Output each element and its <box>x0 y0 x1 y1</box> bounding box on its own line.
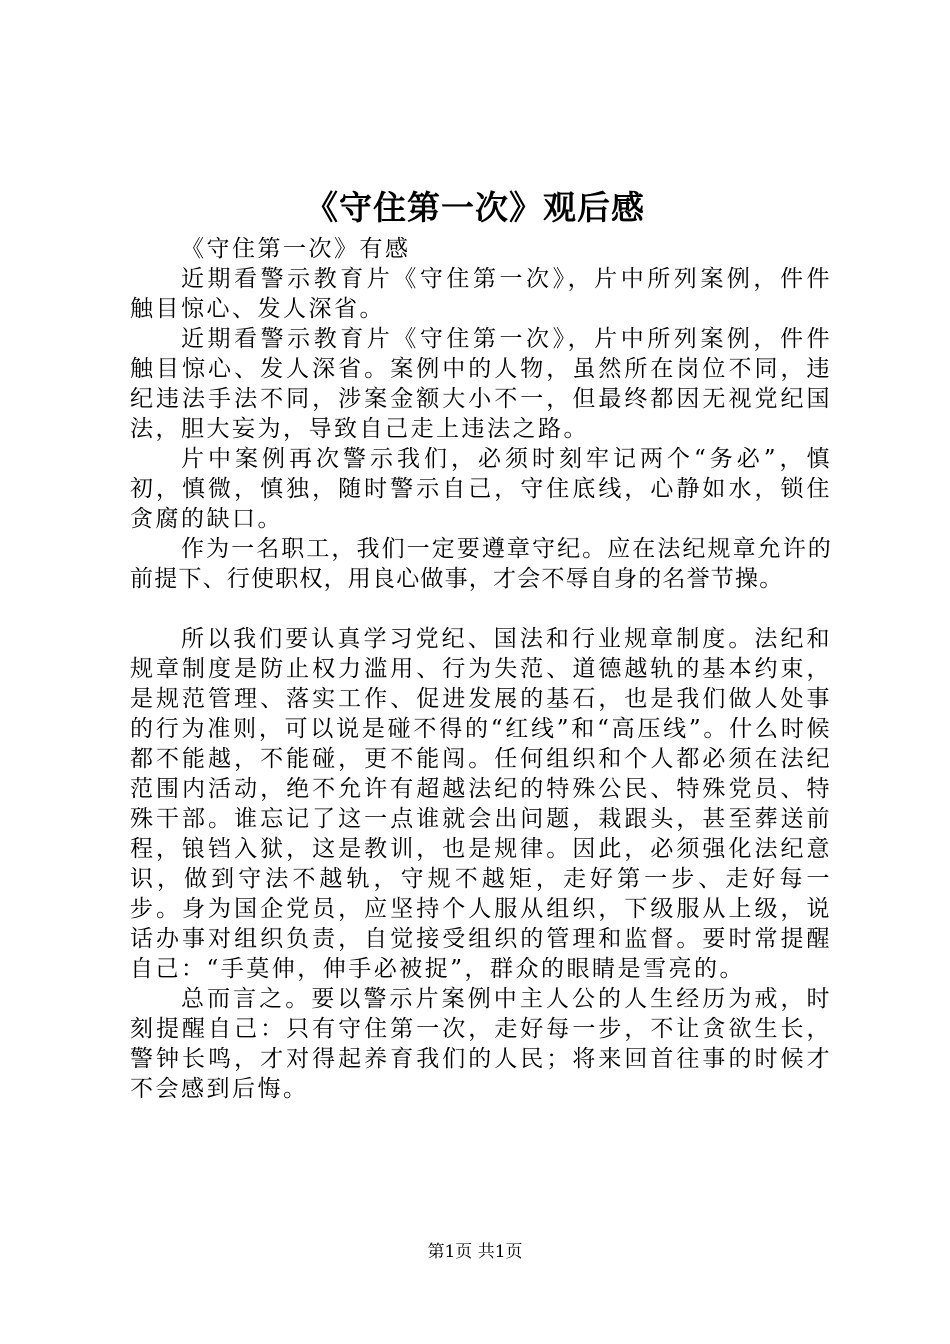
page-footer: 第1页 共1页 <box>427 1242 523 1262</box>
paragraph-conclusion: 总而言之。要以警示片案例中主人公的人生经历为戒，时刻提醒自己：只有守住第一次，走好每一步，不让贪欲生长，警钟长鸣，才对得起养育我们的人民；将来回首往事的时候才不会感到后悔。 <box>130 986 832 1102</box>
paragraph-study-rules: 所以我们要认真学习党纪、国法和行业规章制度。法纪和规章制度是防止权力滥用、行为失范、道德越轨的基本约束，是规范管理、落实工作、促进发展的基石，也是我们做人处事的行为准则，可以说是碰不得的“红线”和“高压线”。什么时候都不能越，不能碰，更不能闯。任何组织和个人都必须在法纪范围内活动，绝不允许有超越法纪的特殊公民、特殊党员、特殊干部。谁忘记了这一点谁就会出问题，栽跟头，甚至葬送前程，锒铛入狱，这是教训，也是规律。因此，必须强化法纪意识，做到守法不越轨，守规不越矩，走好第一步、走好每一步。身为国企党员，应坚持个人服从组织，下级服从上级，说话办事对组织负责，自觉接受组织的管理和监督。要时常提醒自己：“手莫伸，伸手必被捉”，群众的眼睛是雪亮的。 <box>130 626 832 982</box>
document-title: 《守住第一次》观后感 <box>305 188 645 227</box>
paragraph-cases: 近期看警示教育片《守住第一次》，片中所列案例，件件触目惊心、发人深省。案例中的人物，虽然所在岗位不同，违纪违法手法不同，涉案金额大小不一，但最终都因无视党纪国法，胆大妄为，导致自己走上违法之路。 <box>130 326 832 442</box>
document-body <box>130 234 832 1104</box>
paragraph-warning: 片中案例再次警示我们，必须时刻牢记两个“务必”，慎初，慎微，慎独，随时警示自己，守住底线，心静如水，锁住贪腐的缺口。 <box>130 446 832 532</box>
paragraph-intro: 近期看警示教育片《守住第一次》，片中所列案例，件件触目惊心、发人深省。 <box>130 266 832 322</box>
paragraph-employee-duty: 作为一名职工，我们一定要遵章守纪。应在法纪规章允许的前提下、行使职权，用良心做事，才会不辱自身的名誉节操。 <box>130 536 832 592</box>
paragraph-subtitle: 《守住第一次》有感 <box>181 236 411 262</box>
